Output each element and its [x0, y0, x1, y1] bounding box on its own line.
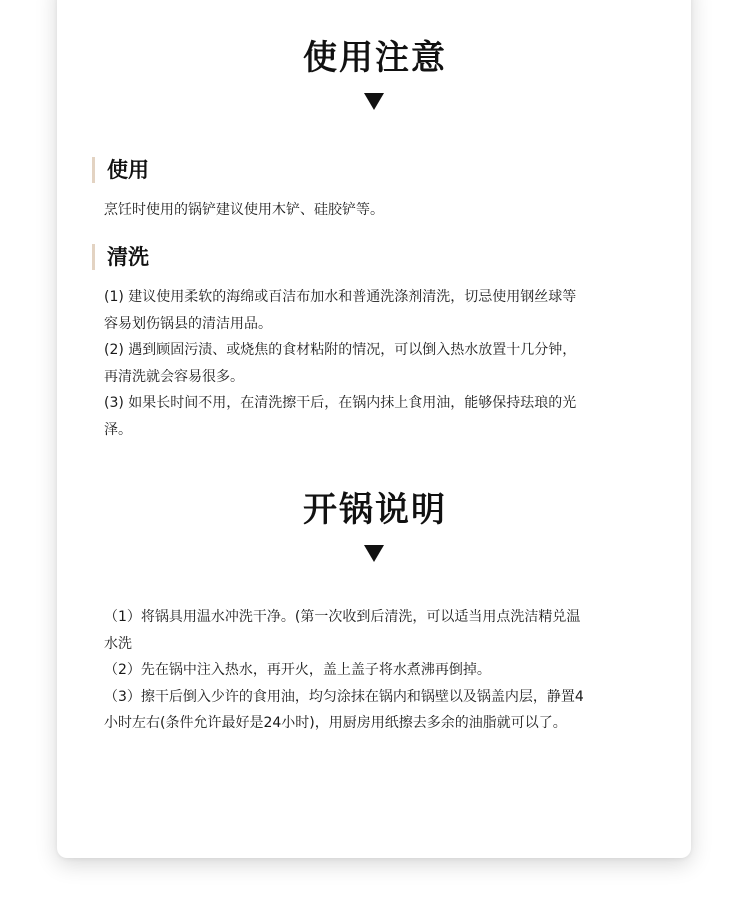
- text-line: 再清洗就会容易很多。: [104, 368, 244, 385]
- seasoning-paragraph: [104, 604, 664, 737]
- text-line: (1) 建议使用柔软的海绵或百洁布加水和普通洗涤剂清洗，切忌使用钢丝球等: [104, 289, 577, 305]
- cleaning-paragraph: [104, 284, 664, 443]
- text-line: 容易划伤锅县的清洁用品。: [104, 315, 272, 332]
- text-line: 水洗: [104, 635, 132, 652]
- section-title-usage-notes: 使用注意: [303, 38, 447, 78]
- text-line: （2）先在锅中注入热水，再开火，盖上盖子将水煮沸再倒掉。: [104, 662, 491, 678]
- subheading-usage: 使用: [92, 157, 149, 183]
- section-title-seasoning-guide: 开锅说明: [303, 490, 447, 530]
- usage-paragraph: [104, 197, 664, 224]
- text-line: 泽。: [104, 421, 132, 438]
- text-line: 小时左右(条件允许最好是24小时)，用厨房用纸擦去多余的油脂就可以了。: [104, 715, 567, 731]
- text-line: (3) 如果长时间不用，在清洗擦干后，在锅内抹上食用油，能够保持珐琅的光: [104, 395, 577, 411]
- triangle-down-icon: [364, 545, 384, 562]
- text-line: (2) 遇到顾固污渍、或烧焦的食材粘附的情况，可以倒入热水放置十几分钟，: [104, 342, 577, 358]
- triangle-down-icon: [364, 93, 384, 110]
- text-line: 烹饪时使用的锅铲建议使用木铲、硅胶铲等。: [104, 202, 384, 218]
- text-line: （1）将锅具用温水冲洗干净。(第一次收到后清洗，可以适当用点洗洁精兑温: [104, 609, 581, 625]
- text-line: （3）擦干后倒入少许的食用油，均匀涂抹在锅内和锅壁以及锅盖内层，静置4: [104, 688, 584, 705]
- subheading-cleaning: 清洗: [92, 244, 149, 270]
